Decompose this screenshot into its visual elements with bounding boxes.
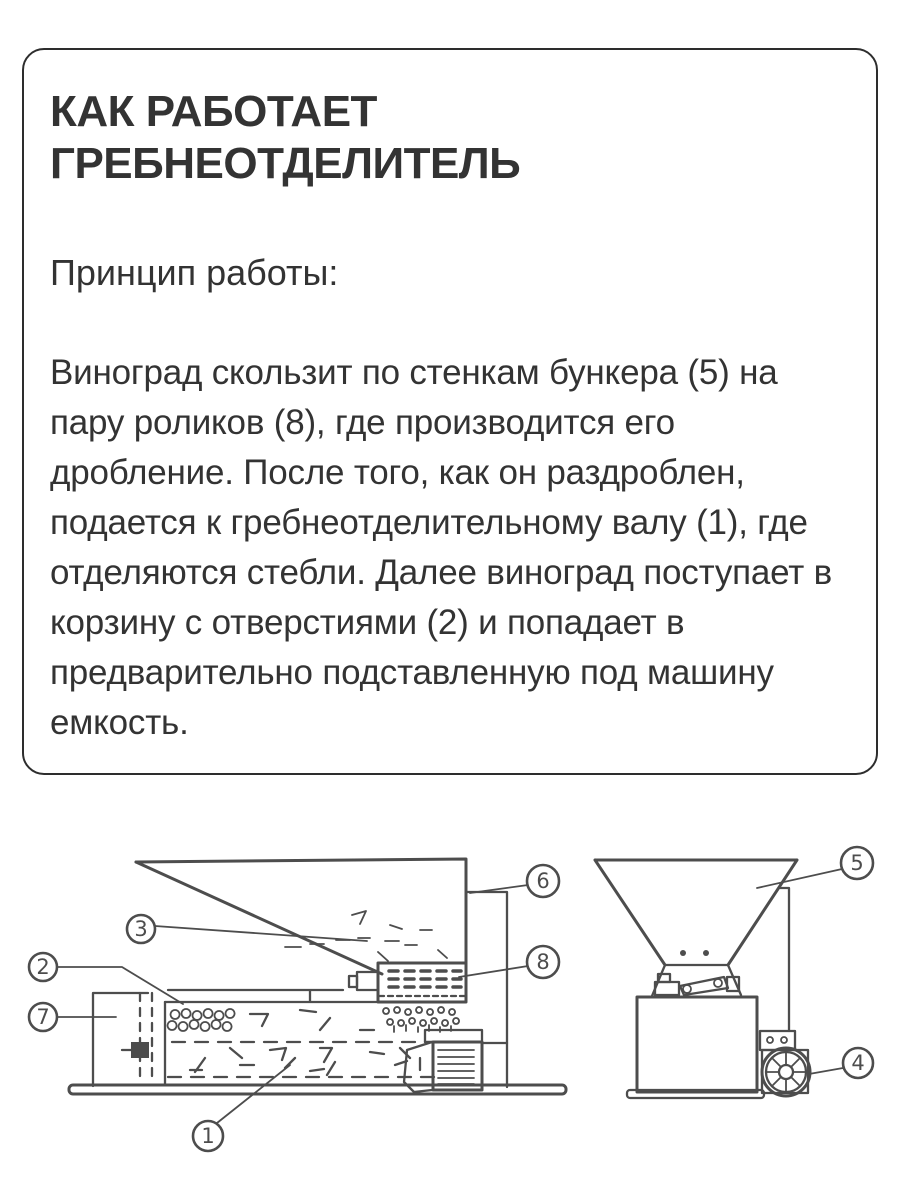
svg-text:3: 3	[134, 917, 148, 941]
crusher-rollers	[389, 971, 461, 987]
leader-3	[155, 926, 367, 941]
hopper-slant	[136, 862, 382, 974]
svg-text:7: 7	[36, 1005, 50, 1029]
leader-8	[459, 966, 528, 977]
svg-text:5: 5	[850, 851, 864, 875]
callout-2	[29, 953, 57, 981]
callout-8	[527, 946, 559, 978]
svg-text:8: 8	[536, 950, 550, 974]
front-view-diagram	[595, 847, 873, 1098]
section-label: Принцип работы:	[50, 252, 339, 293]
svg-text:6: 6	[536, 869, 550, 893]
callout-6	[527, 865, 559, 897]
svg-text:4: 4	[851, 1051, 865, 1075]
funnel	[595, 860, 797, 965]
falling-grapes	[383, 1007, 459, 1032]
machine-body	[637, 997, 757, 1092]
machine-diagram	[0, 790, 900, 1200]
front-mechanism	[655, 974, 739, 995]
side-view-diagram	[29, 859, 566, 1151]
basket-dashed	[168, 1042, 435, 1077]
callout-4	[843, 1048, 873, 1078]
base-plate	[69, 1085, 566, 1094]
svg-text:1: 1	[201, 1124, 215, 1148]
shaft-bearing	[357, 972, 378, 990]
callout-3	[127, 915, 155, 943]
callout-7	[29, 1003, 57, 1031]
leader-2	[57, 967, 183, 1004]
callout-1	[193, 1121, 223, 1151]
page-title: КАК РАБОТАЕТ ГРЕБНЕОТДЕЛИТЕЛЬ	[50, 87, 521, 188]
pulley-motor	[760, 1031, 810, 1096]
callout-5	[841, 847, 873, 879]
svg-text:2: 2	[36, 955, 50, 979]
leader-4	[809, 1068, 843, 1074]
front-right-panel	[780, 888, 789, 1031]
leader-5	[757, 869, 842, 888]
feed-dashes	[285, 911, 447, 961]
instruction-card	[22, 48, 878, 775]
body-text: Виноград скользит по стенкам бункера (5) на пару роликов (8), где производится его дробление. После того, как он раздроблен, подается к гребнеотделительному валу (1), где отделяются стебли. Далее виноград поступает в корзину с отверстиями (2) и попадает в предварительно подставленную под машину емкость.	[50, 353, 833, 742]
